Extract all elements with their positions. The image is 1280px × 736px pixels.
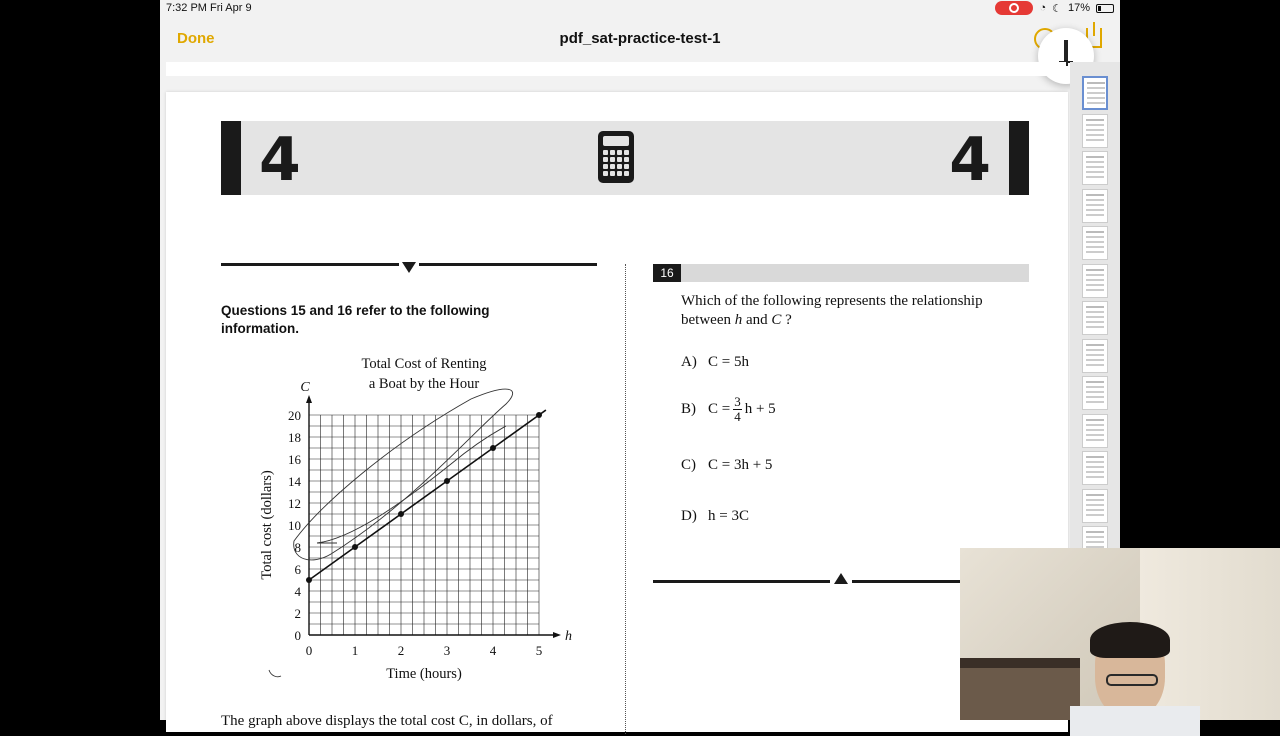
y-tick-label: 16 bbox=[288, 452, 301, 467]
page-thumbnail[interactable] bbox=[1082, 451, 1108, 485]
y-tick-label: 0 bbox=[294, 628, 301, 643]
data-point bbox=[444, 478, 450, 484]
answer-choice-b[interactable]: B) C = $\frac{3}{4}$ h + 5 bbox=[681, 394, 776, 424]
status-bar bbox=[160, 0, 1120, 18]
x-axis-label: Time (hours) bbox=[386, 666, 462, 682]
y-tick-label: 4 bbox=[294, 584, 301, 599]
data-point bbox=[352, 544, 358, 550]
y-tick-label: 14 bbox=[288, 474, 301, 489]
question-number: 16 bbox=[653, 264, 681, 282]
answer-choice-c[interactable]: C) C = 3h + 5 bbox=[681, 457, 773, 473]
answer-choice-a[interactable]: A) C = 5h bbox=[681, 354, 749, 370]
chart bbox=[251, 354, 591, 684]
up-arrow-icon bbox=[834, 573, 848, 584]
page-thumbnail[interactable] bbox=[1082, 226, 1108, 260]
page-thumbnail[interactable] bbox=[1082, 489, 1108, 523]
document-title: pdf_sat-practice-test-1 bbox=[559, 30, 721, 47]
page-thumbnail[interactable] bbox=[1082, 301, 1108, 335]
chart-title: Total Cost of Renting bbox=[361, 356, 487, 372]
column-divider bbox=[625, 264, 626, 734]
screen-record-icon[interactable] bbox=[995, 1, 1033, 15]
chart-title: a Boat by the Hour bbox=[368, 376, 480, 392]
down-arrow-icon bbox=[402, 262, 416, 273]
previous-page bbox=[166, 62, 1066, 76]
y-axis-label: Total cost (dollars) bbox=[259, 470, 275, 580]
calculator-icon bbox=[598, 131, 634, 183]
pdf-page bbox=[166, 92, 1068, 732]
status-time: 7:32 PM Fri Apr 9 bbox=[166, 2, 252, 14]
y-tick-label: 12 bbox=[288, 496, 301, 511]
questions-intro: Questions 15 and 16 refer to the following information. bbox=[221, 303, 490, 336]
section-header bbox=[221, 121, 1029, 195]
data-point bbox=[398, 511, 404, 517]
question-stem-text: The graph above displays the total cost C, in dollars, of bbox=[221, 713, 553, 729]
pen-annotations bbox=[269, 389, 513, 677]
x-tick-label: 4 bbox=[489, 643, 497, 658]
x-tick-label: 5 bbox=[535, 643, 543, 658]
page-thumbnail[interactable] bbox=[1082, 114, 1108, 148]
y-tick-label: 18 bbox=[288, 430, 301, 445]
nav-bar bbox=[160, 18, 1120, 62]
page-thumbnail[interactable] bbox=[1082, 189, 1108, 223]
section-number-right: 4 bbox=[949, 125, 991, 195]
done-button[interactable]: Done bbox=[177, 30, 215, 47]
y-tick-label: 8 bbox=[294, 540, 301, 555]
section-bar-right bbox=[1009, 121, 1029, 195]
section-bar-left bbox=[221, 121, 241, 195]
x-tick-label: 2 bbox=[397, 643, 405, 658]
question-header bbox=[653, 264, 1029, 282]
y-tick-label: 20 bbox=[288, 408, 301, 423]
y-axis-variable: C bbox=[300, 380, 310, 395]
page-thumbnail[interactable] bbox=[1082, 264, 1108, 298]
section-number-left: 4 bbox=[259, 125, 301, 195]
page-thumbnail[interactable] bbox=[1082, 339, 1108, 373]
data-point bbox=[536, 412, 542, 418]
data-point bbox=[490, 445, 496, 451]
page-thumbnail[interactable] bbox=[1082, 376, 1108, 410]
moon-icon: ☾ bbox=[1052, 2, 1062, 15]
y-tick-label: 2 bbox=[294, 606, 301, 621]
y-axis-arrow bbox=[306, 395, 312, 403]
webcam-overlay bbox=[960, 548, 1280, 720]
x-tick-label: 3 bbox=[443, 643, 451, 658]
page-thumbnail[interactable] bbox=[1082, 151, 1108, 185]
page-thumbnail[interactable] bbox=[1082, 414, 1108, 448]
wifi-icon: ◔ bbox=[1039, 2, 1047, 14]
battery-icon bbox=[1096, 4, 1114, 13]
question-prompt: Which of the following represents the relationship between h and C ? bbox=[681, 293, 983, 328]
x-tick-label: 0 bbox=[305, 643, 313, 658]
x-axis-arrow bbox=[553, 632, 561, 638]
data-point bbox=[306, 577, 312, 583]
y-tick-label: 10 bbox=[288, 518, 301, 533]
answer-choice-d[interactable]: D) h = 3C bbox=[681, 508, 749, 524]
y-tick-label: 6 bbox=[294, 562, 301, 577]
page-thumbnail[interactable] bbox=[1082, 76, 1108, 110]
page-thumbnail-strip[interactable] bbox=[1070, 62, 1120, 548]
end-rule-left bbox=[653, 580, 830, 583]
status-indicators bbox=[995, 1, 1114, 15]
x-tick-label: 1 bbox=[351, 643, 359, 658]
fraction: $\frac{3}{4}$ bbox=[734, 394, 741, 424]
x-axis-variable: h bbox=[565, 629, 572, 644]
battery-percent: 17% bbox=[1067, 2, 1090, 14]
